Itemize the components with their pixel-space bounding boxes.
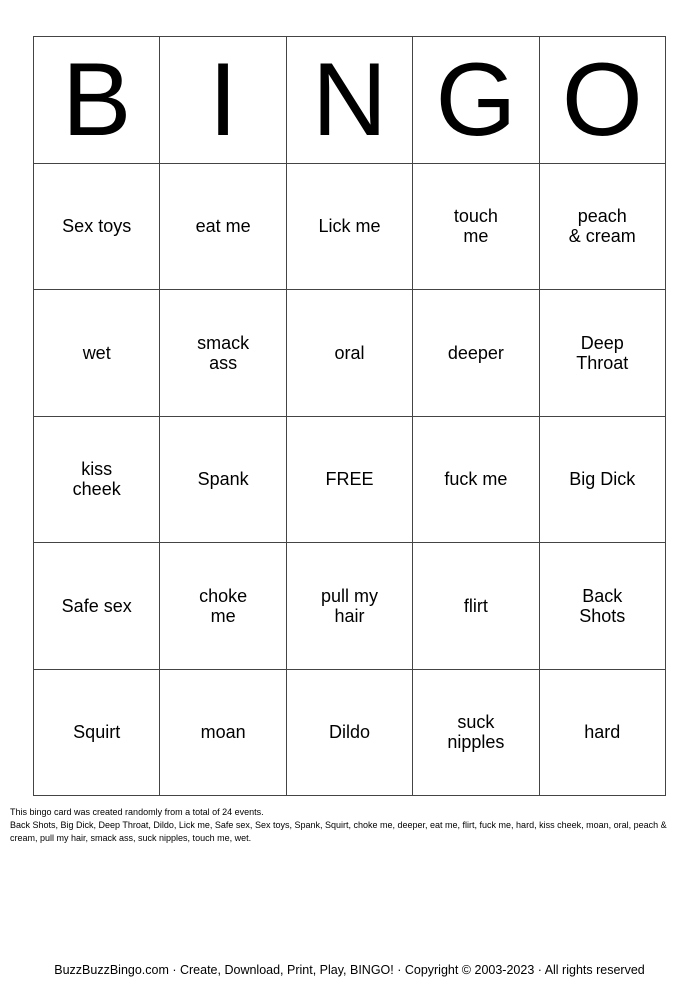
footer-copyright: BuzzBuzzBingo.com · Create, Download, Print, Play, BINGO! · Copyright © 2003-2023 · All rights reserved bbox=[54, 963, 645, 977]
cell-text: Back Shots bbox=[579, 585, 626, 626]
free-space-cell bbox=[287, 417, 413, 544]
bingo-cell bbox=[34, 670, 160, 797]
cell-text: hard bbox=[584, 722, 621, 743]
header-letter: O bbox=[561, 41, 643, 158]
cell-text: Sex toys bbox=[62, 216, 132, 237]
cell-text: Squirt bbox=[73, 722, 121, 743]
bingo-cell bbox=[160, 543, 286, 670]
cell-text: wet bbox=[82, 342, 111, 363]
bingo-cell bbox=[34, 164, 160, 291]
bingo-cell bbox=[160, 164, 286, 291]
cell-text: fuck me bbox=[444, 469, 508, 490]
bingo-cell bbox=[287, 670, 413, 797]
bingo-cell bbox=[160, 417, 286, 544]
bingo-cell bbox=[413, 417, 539, 544]
cell-text: Lick me bbox=[318, 216, 381, 237]
cell-text: choke me bbox=[199, 585, 248, 626]
cell-text: smack ass bbox=[197, 332, 250, 373]
event-list: Back Shots, Big Dick, Deep Throat, Dildo, Lick me, Safe sex, Sex toys, Spank, Squirt, choke me, deeper, eat me, flirt, fuck me, hard, kiss cheek, moan, oral, peach & cream, pull my hair, smack ass, suck nipples, touch me, wet. bbox=[10, 820, 667, 843]
cell-text: kiss cheek bbox=[72, 459, 121, 500]
bingo-cell bbox=[540, 164, 666, 291]
bingo-cell bbox=[540, 670, 666, 797]
header-letter: N bbox=[311, 41, 388, 158]
cell-text: Spank bbox=[197, 469, 249, 490]
cell-text: FREE bbox=[325, 469, 374, 490]
cell-text: Deep Throat bbox=[576, 332, 629, 373]
header-letter: B bbox=[62, 41, 132, 158]
bingo-cell bbox=[540, 417, 666, 544]
header-cell-g bbox=[413, 37, 539, 164]
header-letter: G bbox=[435, 41, 517, 158]
header-cell-i bbox=[160, 37, 286, 164]
bingo-cell bbox=[160, 670, 286, 797]
header-cell-o bbox=[540, 37, 666, 164]
cell-text: moan bbox=[200, 722, 246, 743]
cell-text: deeper bbox=[447, 342, 504, 363]
cell-text: flirt bbox=[463, 595, 488, 616]
bingo-cell bbox=[413, 543, 539, 670]
bingo-cell bbox=[287, 164, 413, 291]
header-cell-b bbox=[34, 37, 160, 164]
bingo-cell bbox=[540, 290, 666, 417]
bingo-card bbox=[33, 36, 666, 796]
cell-text: oral bbox=[334, 342, 365, 363]
bingo-cell bbox=[34, 543, 160, 670]
cell-text: Big Dick bbox=[569, 469, 636, 490]
header-letter: I bbox=[208, 41, 238, 158]
bingo-cell bbox=[287, 543, 413, 670]
bingo-cell bbox=[413, 670, 539, 797]
cell-text: touch me bbox=[453, 206, 498, 247]
cell-text: eat me bbox=[195, 216, 251, 237]
cell-text: Safe sex bbox=[61, 595, 132, 616]
bingo-cell bbox=[413, 164, 539, 291]
cell-text: peach & cream bbox=[568, 206, 636, 247]
card-info bbox=[10, 806, 690, 845]
bingo-cell bbox=[34, 417, 160, 544]
bingo-cell bbox=[287, 290, 413, 417]
header-cell-n bbox=[287, 37, 413, 164]
cell-text: pull my hair bbox=[320, 585, 378, 626]
cell-text: Dildo bbox=[328, 722, 370, 743]
bingo-cell bbox=[413, 290, 539, 417]
card-summary: This bingo card was created randomly from a total of 24 events. bbox=[10, 807, 264, 817]
bingo-cell bbox=[160, 290, 286, 417]
bingo-cell bbox=[34, 290, 160, 417]
cell-text: suck nipples bbox=[447, 712, 505, 753]
bingo-cell bbox=[540, 543, 666, 670]
